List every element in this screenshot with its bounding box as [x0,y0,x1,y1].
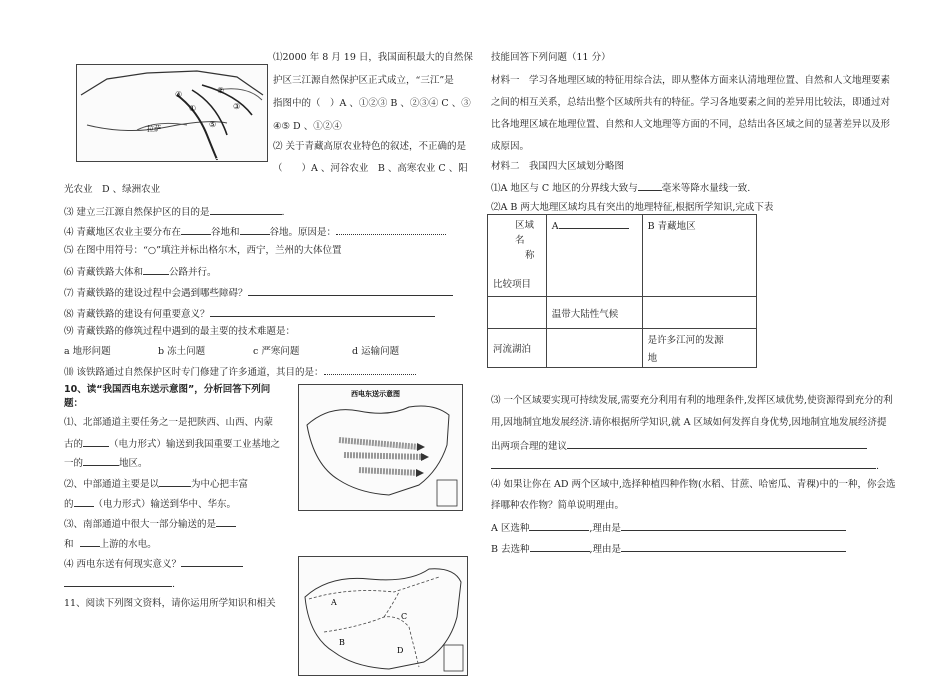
sec10-q3-blank-1[interactable] [216,516,236,527]
r3-blank-2[interactable] [491,458,876,469]
map1-label-1: ① [189,104,197,113]
r4b-text-b: ,理由是 [589,544,622,555]
q1-line-2: 护区三江源自然保护区正式成立，“三江”是 [273,75,454,86]
sec10-q1-text-c: 一的 [64,458,84,469]
sec10-q2-blank-2[interactable] [74,496,94,507]
map2-title: 西电东送示意图 [351,389,400,398]
q7-line [64,285,453,300]
q6-blank[interactable] [143,264,169,275]
q10-text: ⑽ 该铁路通过自然保护区时专门修建了许多通道，其目的是： [64,367,324,378]
table-cell-empty-1[interactable] [488,297,547,329]
r3-line-1: ⑶ 一个区域要实现可持续发展,需要充分利用有利的地理条件,发挥区域优势,使资源得到充分的利 [491,395,893,406]
right-head: 技能回答下列问题（11 分） [491,52,611,63]
sec10-q2-text-b: 为中心把丰富 [191,479,249,490]
q4-text-a: ⑷ 青藏地区农业主要分布在 [64,227,182,238]
table-row-climate [488,297,757,329]
table-cell-source-1: 是许多江河的发源 [647,335,724,346]
sec10-q2-line-2 [64,496,236,511]
map3-label-c: C [401,612,408,621]
r1-blank[interactable] [638,180,662,191]
r3-line-2: 用,因地制宜地发展经济.请你根据所学知识,就 A 区域如何发挥自身优势,因地制宜地发展经济提 [491,417,887,428]
r3-blank-1[interactable] [567,438,867,449]
four-regions-map-drawing [299,557,467,675]
q4-text-b: 谷地和 [211,227,240,238]
table-col-a-label: A [551,221,559,232]
sec10-q4-line [64,556,243,571]
table-cell-rivers: 河流湖泊 [488,329,547,368]
material2-line: 材料二 我国四大区域划分略图 [491,161,625,172]
qinghai-tibet-map [76,64,268,162]
sec10-q4-blank-2[interactable] [64,576,172,587]
sec10-q4-text: ⑷ 西电东送有何现实意义？ [64,559,182,570]
q2-line-1: ⑵ 关于青藏高原农业特色的叙述，不正确的是 [273,141,467,152]
q10-line [64,364,416,379]
r3-line-4: . [491,458,879,473]
table-cell-empty-2[interactable] [642,297,756,329]
r4a-text-b: ,理由是 [589,523,621,534]
r4-line-1: ⑷ 如果让你在 AD 两个区域中,选择种植四种作物(水稻、甘蔗、哈密瓜、青稞)中的一种，你会选 [491,479,896,490]
west-east-power-map [298,384,463,511]
q1-line-3: 指图中的（ ）A 、①②③ B 、②③④ C 、③ [273,98,471,109]
table-cell-empty-3[interactable] [546,329,642,368]
r4-line-2: 择哪种农作物？简单说明理由。 [491,500,625,511]
r4a-text-a: A 区选种 [491,523,530,534]
west-east-power-map-drawing [299,385,462,510]
q7-text: ⑺ 青藏铁路的建设过程中会遇到哪些障碍？ [64,288,248,299]
table-header-name: 称 [525,250,535,261]
sec10-q1-line-2 [64,436,280,451]
q6-text-a: ⑹ 青藏铁路大体和 [64,267,144,278]
table-row-rivers [488,329,757,368]
map1-label-3: ③ [233,102,241,111]
q9-option-a: a 地形问题 [64,346,111,357]
q5-line: ⑸ 在图中用符号：“○”填注并标出格尔木，西宁，兰州的大体位置 [64,245,342,256]
r4b-blank-reason[interactable] [621,541,846,552]
r1-text-a: ⑴A 地区与 C 地区的分界线大致与 [491,183,638,194]
q8-line [64,306,435,321]
sec10-q3-text-b: 和 [64,539,74,550]
table-cell-source [642,329,756,368]
r2-line: ⑵A B 两大地理区域均具有突出的地理特征,根据所学知识,完成下表 [491,202,774,213]
table-row-header [488,215,757,297]
table-header-region: 区域名 [515,220,535,246]
sec10-q4-blank-1[interactable] [181,556,243,567]
q4-text-c: 谷地。原因是： [269,227,337,238]
comparison-table [487,214,757,368]
sec10-q2-text-c: 的 [64,499,74,510]
sec10-q1-text-b: （电力形式）输送到我国重要工业基地之 [109,439,281,450]
sec10-q3-line-1 [64,516,236,531]
q10-blank[interactable] [324,364,416,375]
r4b-text-a: B 去选种 [491,544,530,555]
map1-label-4: ④ [175,90,183,99]
q2-line-2: （ ）A 、河谷农业 B 、高寒农业 C 、阳 [273,163,468,174]
material1-line-2: 之间的相互关系，总结出整个区域所共有的特征。学习各地要素之间的差异用比较法，即通过对 [491,97,891,108]
q9-line: ⑼ 青藏铁路的修筑过程中遇到的最主要的技术难题是： [64,326,296,337]
sec10-q3-blank-2[interactable] [80,536,100,547]
table-cell-source-2: 地 [647,353,658,364]
four-regions-map [298,556,468,676]
table-col-a-blank[interactable] [559,218,629,229]
r3-line-3 [491,438,867,453]
r4a-line [491,520,846,535]
q3-answer-blank[interactable] [210,204,282,215]
table-header-cell [488,215,547,297]
sec10-title-1: 10、读“我国西电东送示意图”，分析回答下列问 [64,384,271,395]
material1-line-1: 材料一 学习各地理区域的特征用综合法，即从整体方面来认清地理位置、自然和人文地理要素 [491,75,891,86]
table-cell-climate: 温带大陆性气候 [546,297,642,329]
q9-option-c: c 严寒问题 [253,346,300,357]
map1-label-5: ⑤ [209,120,217,129]
map1-city-label: 拉萨 [147,125,161,133]
material1-line-4: 成原因。 [491,141,530,152]
sec10-q2-text-a: ⑵、中部通道主要是以 [64,479,160,490]
q3-text: ⑶ 建立三江源自然保护区的目的是 [64,207,210,218]
sec10-q1-text-a: 古的 [64,439,84,450]
q6-line [64,264,217,279]
q8-text: ⑻ 青藏铁路的建设有何重要意义？ [64,309,210,320]
table-col-b: B 青藏地区 [642,215,756,297]
map3-label-b: B [339,638,345,647]
q4-blank-3[interactable] [336,224,446,235]
sec10-q3-text-c: 上游的水电。 [99,539,157,550]
r3-text-c: 出两项合理的建议 [491,441,568,452]
material1-line-3: 比各地理区域在地理位置、自然和人文地理等方面的不同，总结出各区域之间的显著差异以及形 [491,119,891,130]
sec10-q2-blank-1[interactable] [159,476,191,487]
q1-line-1: ⑴2000 年 8 月 19 日，我国面积最大的自然保 [273,52,473,63]
sec10-q1-text-d: 地区。 [119,458,148,469]
r1-line [491,180,750,195]
q6-text-b: 公路并行。 [169,267,217,278]
map3-label-a: A [331,598,337,607]
q4-line [64,224,446,239]
r1-text-b: 毫米等降水量线一致. [661,183,751,194]
q4-blank-2[interactable] [240,224,270,235]
q9-option-b: b 冻土问题 [158,346,206,357]
qinghai-tibet-map-drawing [77,65,267,161]
map1-label-2: ② [217,86,225,95]
q1-line-4: ④⑤ D 、①②④ [273,121,342,132]
q8-blank[interactable] [210,306,435,317]
sec10-q1-blank-2[interactable] [83,455,119,466]
r4a-blank-reason[interactable] [621,520,846,531]
sec10-title-2: 题： [64,398,84,409]
sec10-q4-line-2: . [64,576,175,591]
table-header-compare: 比较项目 [493,279,532,290]
q2-line-3: 光农业 D 、绿洲农业 [64,184,161,195]
r4b-blank-crop[interactable] [530,541,590,552]
q7-blank[interactable] [248,285,453,296]
sec10-q1-blank-1[interactable] [83,436,109,447]
map3-label-d: D [397,646,404,655]
sec10-q2-text-d: （电力形式）输送到华中、华东。 [93,499,237,510]
table-col-a[interactable] [546,215,642,297]
sec10-q1-line-1: ⑴、北部通道主要任务之一是把陕西、山西、内蒙 [64,417,274,428]
q3-line: ⑶ 建立三江源自然保护区的目的是 . [64,204,285,219]
q4-blank-1[interactable] [181,224,211,235]
sec11-line: 11、阅读下列图文资料，请你运用所学知识和相关 [64,598,276,609]
sec10-q3-text-a: ⑶、南部通道中很大一部分输送的是 [64,519,217,530]
r4b-line [491,541,846,556]
q9-option-d: d 运输问题 [352,346,400,357]
r4a-blank-crop[interactable] [529,520,589,531]
sec10-q1-line-3 [64,455,148,470]
sec10-q2-line-1 [64,476,248,491]
sec10-q3-line-2 [64,536,157,551]
